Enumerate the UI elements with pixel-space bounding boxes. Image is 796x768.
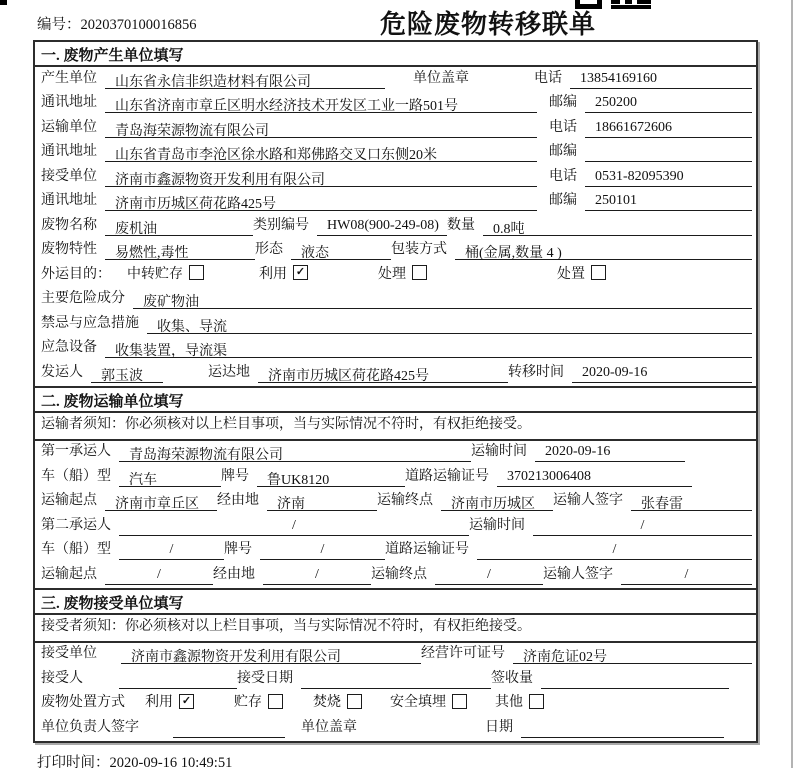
manifest-form [33, 40, 758, 743]
checkbox-unchecked [189, 265, 204, 280]
field-value: / [119, 542, 224, 560]
checkbox-label: 中转贮存 [127, 266, 183, 282]
notice-text: 运输者须知：你必须核对以上栏目事项，当与实际情况不符时，有权拒绝接受。 [41, 416, 531, 432]
field-value [521, 720, 724, 738]
field-value: / [477, 542, 752, 560]
doc-number-label: 编号： [37, 17, 81, 33]
field-label: 运输终点 [377, 493, 433, 508]
print-time-value: 2020-09-16 10:49:51 [109, 755, 233, 768]
field-value: 370213006408 [497, 469, 692, 487]
field-value: 鲁UK8120 [257, 469, 405, 487]
field-label: 单位负责人签字 [41, 719, 139, 735]
field-label: 运输起点 [41, 493, 97, 508]
qr-finder-square [575, 0, 602, 9]
field-label: 运输人签字 [543, 566, 613, 582]
field-label: 产生单位 [41, 70, 97, 86]
field-value: 济南市鑫源物资开发利用有限公司 [105, 169, 537, 187]
field-label: 转移时间 [508, 364, 564, 380]
field-label: 邮编 [549, 95, 577, 110]
field-value: 济南市章丘区 [105, 493, 217, 511]
field-label: 车（船）型 [41, 542, 111, 557]
section-heading-text: 一. 废物产生单位填写 [41, 48, 184, 64]
table-row [35, 539, 756, 564]
checkbox-label: 利用 [259, 266, 287, 282]
field-value: 13854169160 [570, 71, 752, 89]
field-label: 废物名称 [41, 217, 97, 233]
table-row [35, 165, 756, 190]
field-value: 收集、导流 [147, 316, 752, 334]
field-label: 经由地 [213, 566, 255, 582]
field-value: 济南市历城区荷花路425号 [105, 193, 537, 211]
table-row [35, 214, 756, 239]
field-value: 250200 [585, 95, 752, 113]
checkbox-checked: ✓ [179, 694, 194, 709]
table-row [35, 239, 756, 264]
field-value: 250101 [585, 193, 752, 211]
table-row [35, 667, 756, 692]
field-label: 车（船）型 [41, 468, 111, 484]
field-value: 济南市历城区 [441, 493, 553, 511]
checkbox-group [557, 263, 606, 285]
table-row [35, 716, 756, 741]
field-label: 邮编 [549, 144, 577, 159]
checkbox-label: 其他 [495, 695, 523, 710]
checkbox-unchecked [591, 265, 606, 280]
field-value: 0531-82095390 [585, 169, 752, 187]
qr-module [611, 0, 620, 4]
table-row [35, 465, 756, 490]
field-label: 运输人签字 [553, 493, 623, 508]
field-value: / [435, 567, 543, 585]
field-label: 单位盖章 [413, 70, 469, 86]
table-row [35, 643, 756, 668]
section-heading [35, 590, 756, 615]
field-label: 接受日期 [237, 670, 293, 686]
field-label: 运输时间 [469, 517, 525, 533]
field-value [541, 671, 729, 689]
table-row [35, 692, 756, 717]
field-value: / [119, 518, 469, 536]
field-label: 运输单位 [41, 119, 97, 135]
page-title-text: 危险废物转移联单 [379, 10, 596, 39]
field-value: 2020-09-16 [535, 444, 685, 462]
field-value: 青岛海荣源物流有限公司 [119, 444, 471, 462]
field-value: 济南危证02号 [513, 646, 752, 664]
table-row [35, 288, 756, 313]
field-value: / [260, 542, 385, 560]
field-value: / [263, 567, 371, 585]
section-heading-text: 二. 废物运输单位填写 [41, 393, 184, 410]
field-label: 邮编 [549, 193, 577, 208]
field-label: 经由地 [217, 493, 259, 508]
field-label: 废物处置方式 [41, 695, 125, 710]
table-row [35, 413, 756, 441]
qr-code-fragment-icon [575, 0, 651, 9]
field-label: 外运目的： [41, 266, 111, 282]
checkbox-group [234, 691, 283, 713]
notice-text: 接受者须知：你必须核对以上栏目事项，当与实际情况不符时，有权拒绝接受。 [41, 618, 531, 634]
field-label: 通讯地址 [41, 193, 97, 208]
checkbox-group [495, 691, 544, 713]
field-value: 18661672606 [585, 120, 752, 138]
print-time [37, 751, 232, 768]
checkbox-group [378, 263, 427, 285]
field-value: 张春雷 [631, 493, 752, 511]
field-value: 济南市历城区荷花路425号 [258, 365, 508, 383]
table-row [35, 116, 756, 141]
field-value: 收集装置，导流渠 [105, 340, 752, 358]
page-title [55, 4, 796, 41]
field-value: 汽车 [119, 469, 221, 487]
field-value [119, 671, 237, 689]
table-row [35, 312, 756, 337]
field-label: 单位盖章 [301, 719, 357, 735]
field-value: 废矿物油 [133, 291, 752, 309]
section-receiver-unit [35, 588, 756, 741]
field-label: 道路运输证号 [405, 468, 489, 484]
field-value: 桶(金属,数量 4 ) [455, 242, 752, 260]
field-value: 济南市鑫源物资开发利用有限公司 [121, 646, 421, 664]
page-corner-mark [0, 0, 7, 5]
checkbox-group [259, 263, 308, 285]
field-value: 2020-09-16 [572, 365, 752, 383]
field-label: 接受人 [41, 670, 83, 686]
checkbox-group [145, 691, 194, 713]
checkbox-unchecked [529, 694, 544, 709]
field-value: 山东省青岛市李沧区徐水路和郑佛路交叉口东侧20米 [105, 144, 537, 162]
field-label: 日期 [485, 719, 513, 735]
field-label: 签收量 [491, 670, 533, 686]
field-value: 济南 [267, 493, 377, 511]
checkbox-checked: ✓ [293, 265, 308, 280]
qr-module [637, 0, 651, 4]
field-label: 形态 [255, 242, 283, 257]
field-label: 通讯地址 [41, 144, 97, 159]
table-row [35, 92, 756, 117]
checkbox-label: 处理 [378, 266, 406, 282]
qr-module [611, 5, 651, 9]
field-label: 运输终点 [371, 566, 427, 582]
field-label: 接受单位 [41, 646, 97, 661]
field-label: 数量 [447, 217, 475, 233]
checkbox-label: 利用 [145, 695, 173, 710]
field-label: 废物特性 [41, 242, 97, 257]
section-producer-unit [35, 42, 756, 386]
table-row [35, 190, 756, 215]
field-value: 郭玉波 [91, 365, 163, 383]
checkbox-label: 贮存 [234, 695, 262, 710]
field-label: 禁忌与应急措施 [41, 315, 139, 331]
field-value: 山东省永信非织造材料有限公司 [105, 71, 385, 89]
field-label: 主要危险成分 [41, 291, 125, 306]
field-label: 运输时间 [471, 444, 527, 459]
section-heading [35, 388, 756, 413]
table-row [35, 615, 756, 643]
field-label: 电话 [549, 168, 577, 184]
field-label: 电话 [549, 119, 577, 135]
field-value [301, 671, 491, 689]
field-value [173, 720, 285, 738]
field-value [585, 144, 752, 162]
field-label: 道路运输证号 [385, 542, 469, 557]
field-label: 运输起点 [41, 566, 97, 582]
field-value: / [105, 567, 213, 585]
checkbox-label: 焚烧 [313, 695, 341, 710]
field-value: 液态 [291, 242, 391, 260]
field-value: 山东省济南市章丘区明水经济技术开发区工业一路501号 [105, 95, 537, 113]
field-label: 牌号 [221, 468, 249, 484]
field-label: 第一承运人 [41, 444, 111, 459]
field-label: 运达地 [208, 364, 250, 380]
field-label: 接受单位 [41, 168, 97, 184]
checkbox-unchecked [412, 265, 427, 280]
field-label: 包装方式 [391, 242, 447, 257]
field-value: 废机油 [105, 218, 253, 236]
section-heading [35, 42, 756, 67]
field-label: 经营许可证号 [421, 646, 505, 661]
field-value: HW08(900-249-08) [317, 218, 447, 236]
checkbox-unchecked [347, 694, 362, 709]
checkbox-group [390, 691, 467, 713]
field-label: 类别编号 [253, 217, 309, 233]
checkbox-label: 处置 [557, 266, 585, 282]
table-row [35, 514, 756, 539]
field-value: / [621, 567, 752, 585]
checkbox-unchecked [452, 694, 467, 709]
field-label: 应急设备 [41, 340, 97, 355]
field-label: 电话 [534, 70, 562, 86]
table-row [35, 337, 756, 362]
table-row [35, 67, 756, 92]
field-value: 青岛海荣源物流有限公司 [105, 120, 537, 138]
field-label: 第二承运人 [41, 517, 111, 533]
table-row [35, 490, 756, 515]
field-label: 牌号 [224, 542, 252, 557]
field-label: 发运人 [41, 364, 83, 380]
page-edge-line [791, 0, 793, 768]
section-heading-text: 三. 废物接受单位填写 [41, 595, 184, 612]
table-row [35, 263, 756, 288]
print-time-label: 打印时间： [37, 755, 110, 768]
checkbox-unchecked [268, 694, 283, 709]
table-row [35, 141, 756, 166]
field-label: 通讯地址 [41, 95, 97, 110]
field-value: 0.8吨 [483, 218, 752, 236]
qr-module [625, 0, 632, 4]
table-row [35, 563, 756, 588]
table-row [35, 361, 756, 386]
checkbox-label: 安全填埋 [390, 695, 446, 710]
checkbox-group [127, 263, 204, 285]
checkbox-group [313, 691, 362, 713]
field-value: 易燃性,毒性 [105, 242, 255, 260]
table-row [35, 441, 756, 466]
doc-number-value: 2020370100016856 [80, 17, 197, 33]
section-transport-unit [35, 386, 756, 588]
field-value: / [533, 518, 752, 536]
